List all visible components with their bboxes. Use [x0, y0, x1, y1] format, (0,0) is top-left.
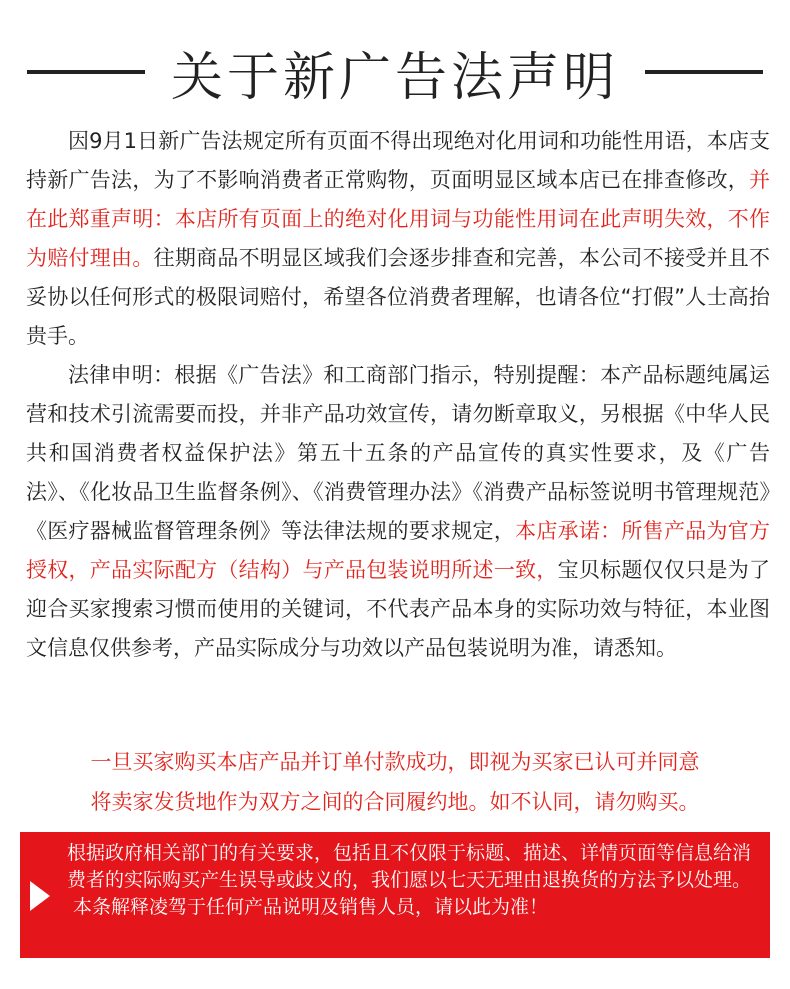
statement-body — [26, 122, 770, 668]
banner-policy-text: 根据政府相关部门的有关要求，包括且不仅限于标题、描述、详情页面等信息给消费者的实际购买产生误导或歧义的，我们愿以七天无理由退换货的方法予以处理。 — [67, 842, 752, 891]
banner-text — [67, 840, 763, 921]
statement-paragraph-2 — [26, 356, 770, 668]
title-left-rule — [27, 70, 145, 74]
statement-paragraph-1 — [26, 122, 770, 356]
title-right-rule — [645, 70, 763, 74]
paragraph-2-text-b: 宝贝标题仅仅只是为了迎合买家搜索习惯而使用的关键词，不代表产品本身的实际功效与特征，本业图文信息仅供参考，产品实际成分与功效以产品包装说明为准，请悉知。 — [26, 558, 771, 660]
banner-final-line: 本条解释凌驾于任何产品说明及销售人员，请以此为准！ — [73, 896, 549, 918]
return-policy-banner — [20, 832, 770, 958]
purchase-notice-line-1: 一旦买家购买本店产品并订单付款成功，即视为买家已认可并同意 — [90, 750, 700, 774]
purchase-notice-line-2: 将卖家发货地作为双方之间的合同履约地。如不认同，请勿购买。 — [90, 790, 700, 814]
paragraph-1-text-b: 往期商品不明显区域我们会逐步排查和完善，本公司不接受并且不妥协以任何形式的极限词赔付，希望各位消费者理解，也请各位“打假”人士高抬贵手。 — [26, 246, 771, 348]
paragraph-2-highlight: 本店承诺：所售产品为官方授权，产品实际配方（结构）与产品包装说明所述一致， — [26, 519, 771, 582]
paragraph-1-text-a: 因9月1日新广告法规定所有页面不得出现绝对化用词和功能性用语，本店支持新广告法，为了不影响消费者正常购物，页面明显区域本店已在排查修改， — [26, 129, 770, 192]
purchase-notice — [0, 742, 790, 822]
page-title: 关于新广告法声明 — [170, 47, 619, 108]
title-row — [0, 32, 790, 112]
paragraph-1-highlight: 并在此郑重声明：本店所有页面上的绝对化用词与功能性用词在此声明失效，不作为赔付理由。 — [26, 168, 770, 270]
paragraph-2-text-a: 法律申明：根据《广告法》和工商部门指示，特别提醒：本产品标题纯属运营和技术引流需要而投，并非产品功效宣传，请勿断章取义，另根据《中华人民共和国消费者权益保护法》第五十五条的产品宣传的真实性要求，及《广告法》、《化妆品卫生监督条例》、《消费管理办法》《消费产品标签说明书管理规范》《医疗器械监督管理条例》等法律法规的要求规定， — [26, 363, 770, 543]
play-triangle-icon — [30, 881, 50, 911]
